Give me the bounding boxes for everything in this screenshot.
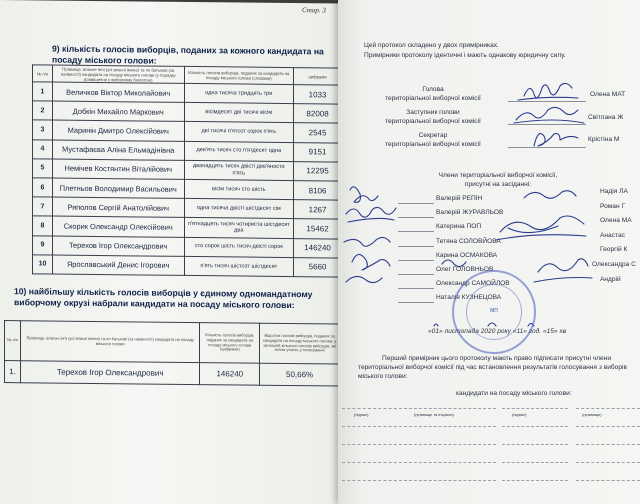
members-heading-1: Члени територіальної виборчої комісії,	[438, 172, 558, 179]
candidate-votes-digits: 1267	[294, 200, 342, 220]
winner-header-row	[5, 321, 340, 365]
member-name-right: Роман Г	[600, 202, 626, 210]
form-label-name-2: (прізвище)	[582, 412, 602, 417]
candidate-number: 4	[33, 139, 53, 158]
candidate-number: 9	[33, 235, 53, 254]
date-line: «01» листопада 2020 року «11» год. «15» хв	[428, 328, 567, 335]
form-label-signature-2: (підпис)	[512, 412, 527, 417]
signature-member-2	[524, 191, 576, 199]
official-seal	[452, 270, 536, 354]
seal-text: МП	[490, 308, 498, 314]
form-label-name-1: (прізвище та ініціали)	[414, 412, 454, 417]
candidate-name: Скорик Олександр Олексійович	[52, 216, 184, 237]
handwritten-signatures	[338, 0, 640, 504]
section-10-title: 10) найбільшу кількість голосів виборців у єдиному одномандатному виборчому окрузі набрали кандидати на посаду міського голови:	[14, 286, 313, 311]
winner-row	[5, 361, 340, 387]
candidate-name: Терехов Ігор Олександрович	[52, 236, 184, 257]
signature-member-1	[350, 187, 378, 203]
candidates-table-body	[33, 82, 342, 277]
col-header-name: Прізвище, власне ім'я (усі власні імена) та по батькові (за наявності) кандидата на посаду міського голови (у порядку розміщення у виборчому бюлетені)	[52, 65, 184, 83]
candidate-votes-words: п'ятнадцять тисяч чотириста шістдесят два	[184, 218, 294, 238]
winner-votes: 146240	[200, 363, 260, 386]
member-name: Олег ГОЛОВНЬОВ	[436, 266, 494, 273]
col-header-digits: цифрами	[294, 68, 342, 86]
first-copy-paragraph: Перший примірник цього протоколу мають право підписати присутні члени територіальної виборчої комісії під час встановлення результатів голосування з виборів міського голови:	[358, 355, 627, 380]
candidate-votes-words: сто сорок шість тисяч двісті сорок	[184, 237, 294, 257]
intro-line-1: Цей протокол складено у двох примірниках.	[364, 42, 499, 49]
candidate-votes-digits: 2545	[294, 123, 342, 143]
member-name: Олександр САМОЙЛОВ	[436, 280, 510, 288]
signature-member-5	[344, 237, 390, 246]
member-name-right: Олександра С	[592, 261, 636, 268]
candidate-votes-words: дві тисячі п'ятсот сорок п'ять	[184, 122, 294, 142]
official-name-secretary: Крістіна М	[588, 136, 620, 143]
member-name-right: Надія ЛА	[600, 188, 628, 195]
candidate-votes-digits: 82008	[294, 104, 342, 124]
member-name-right: Олена МА	[600, 217, 632, 225]
intro-line-2: Примірники протоколу ідентичні і мають однакову юридичну силу.	[364, 52, 566, 59]
candidate-votes-digits: 5660	[294, 257, 342, 277]
member-name: Катерина ПОП	[436, 223, 482, 231]
official-role-deputy-sub: територіальної виборчої комісії	[385, 118, 481, 125]
signature-member-4	[496, 216, 586, 240]
candidate-number: 7	[33, 197, 53, 216]
candidate-number: 1	[33, 82, 53, 101]
signature-deputy	[514, 107, 584, 123]
candidate-votes-digits: 1033	[294, 85, 342, 105]
candidate-votes-digits: 8106	[294, 181, 342, 201]
candidate-number: 8	[33, 216, 53, 235]
form-label-signature-1: (підпис)	[354, 412, 369, 417]
official-role-chair-sub: територіальної виборчої комісії	[385, 95, 481, 102]
col-header-number: № п/п	[33, 65, 53, 82]
official-name-chair: Олена МАТ	[590, 91, 626, 98]
member-name: Наталія КУЗНЕЦОВА	[436, 294, 502, 302]
signature-member-3	[346, 207, 396, 222]
candidate-votes-words: дванадцять тисяч двісті дев'яносто п'ять	[184, 160, 294, 180]
winner-col-percent: Відсоток голосів виборців, поданих за кандидата на посаду міського голови, у загальній кількості голосів виборців, які взяли участь у голосуванні	[260, 323, 340, 364]
candidate-number: 3	[33, 120, 53, 139]
winner-table	[4, 320, 340, 387]
candidate-number: 5	[33, 159, 53, 178]
candidate-number: 10	[33, 255, 53, 274]
member-name-right: Андрій	[600, 275, 621, 283]
official-role-deputy: Заступник голови	[406, 109, 460, 116]
member-name: Валерій ЖУРАВЛЬОВ	[436, 209, 504, 217]
candidate-name: Немічев Костянтин Віталійович	[52, 159, 184, 180]
candidate-name: Мустафаєва Аліна Ельмадінівна	[52, 140, 184, 161]
signature-member-8	[346, 276, 382, 282]
candidate-name: Ярославський Денис Ігорович	[52, 255, 184, 276]
official-role-secretary-sub: територіальної виборчої комісії	[385, 141, 481, 148]
winner-percent: 50,66%	[260, 363, 340, 386]
candidate-votes-words: п'ять тисяч шістсот шістдесят	[184, 256, 294, 276]
signature-member-6	[352, 254, 390, 270]
signature-secretary	[534, 134, 578, 146]
candidate-votes-digits: 15462	[294, 219, 342, 239]
candidate-votes-words: дев'ять тисяч сто п'ятдесят одна	[184, 141, 294, 161]
page-number: Стор. 3	[302, 6, 326, 15]
members-heading-2: присутні на засіданні:	[464, 181, 532, 188]
member-name: Карина ОСМАКОВА	[436, 251, 498, 259]
member-name: Тетяна СОЛОВЙОВА	[436, 237, 501, 245]
member-name: Валерій РЕПІН	[436, 195, 483, 202]
member-name-right: Анастас	[600, 231, 625, 239]
candidate-votes-digits: 12295	[294, 161, 342, 181]
candidate-number: 6	[33, 178, 53, 197]
candidate-name: Плетньов Володимир Васильович	[52, 178, 184, 199]
candidate-name: Величков Віктор Миколайович	[52, 82, 184, 103]
winner-number: 1.	[5, 361, 21, 383]
winner-name: Терехов Ігор Олександрович	[20, 361, 199, 385]
candidate-votes-digits: 9151	[294, 142, 342, 162]
official-role-chair: Голова	[422, 86, 444, 93]
table-row	[33, 255, 342, 277]
candidate-votes-words: одна тисяча двісті шістдесят сім	[184, 199, 294, 219]
winner-col-number: № п/п	[5, 321, 21, 361]
official-name-deputy: Світлана Ж	[588, 114, 624, 121]
candidate-name: Ряполов Сергій Анатолійович	[52, 197, 184, 218]
candidate-votes-words: вісімдесят дві тисячі вісім	[184, 103, 294, 123]
official-role-secretary: Секретар	[418, 132, 448, 139]
candidate-votes-digits: 146240	[294, 238, 342, 258]
candidate-votes-words: одна тисяча тридцять три	[184, 83, 294, 103]
section-9-title: 9) кількість голосів виборців, поданих за кожного кандидата на посаду міського голови:	[52, 43, 324, 66]
candidate-name: Добкін Михайло Маркович	[52, 101, 184, 122]
signature-chair	[518, 83, 578, 100]
candidates-label: кандидати на посаду міського голови:	[456, 390, 572, 397]
signature-member-7	[534, 259, 592, 282]
candidate-name: Маринін Дмитро Олексійович	[52, 120, 184, 141]
col-header-words: Кількість голосів виборців, поданих за кандидата на посаду міського голови (словами)	[184, 66, 294, 84]
member-name-right: Георгій К	[600, 246, 628, 254]
candidate-votes-words: вісім тисяч сто шість	[184, 179, 294, 199]
candidate-number: 2	[33, 101, 53, 120]
winner-col-votes: Кількість голосів виборців, поданих за кандидата на посаду міського голови (цифрами)	[200, 323, 260, 364]
signature-member-9	[442, 260, 466, 267]
winner-col-name: Прізвище, власне ім'я (усі власні імена) та по батькові (за наявності) кандидата на посаду міського голови	[20, 321, 199, 363]
candidates-votes-table	[32, 64, 342, 277]
